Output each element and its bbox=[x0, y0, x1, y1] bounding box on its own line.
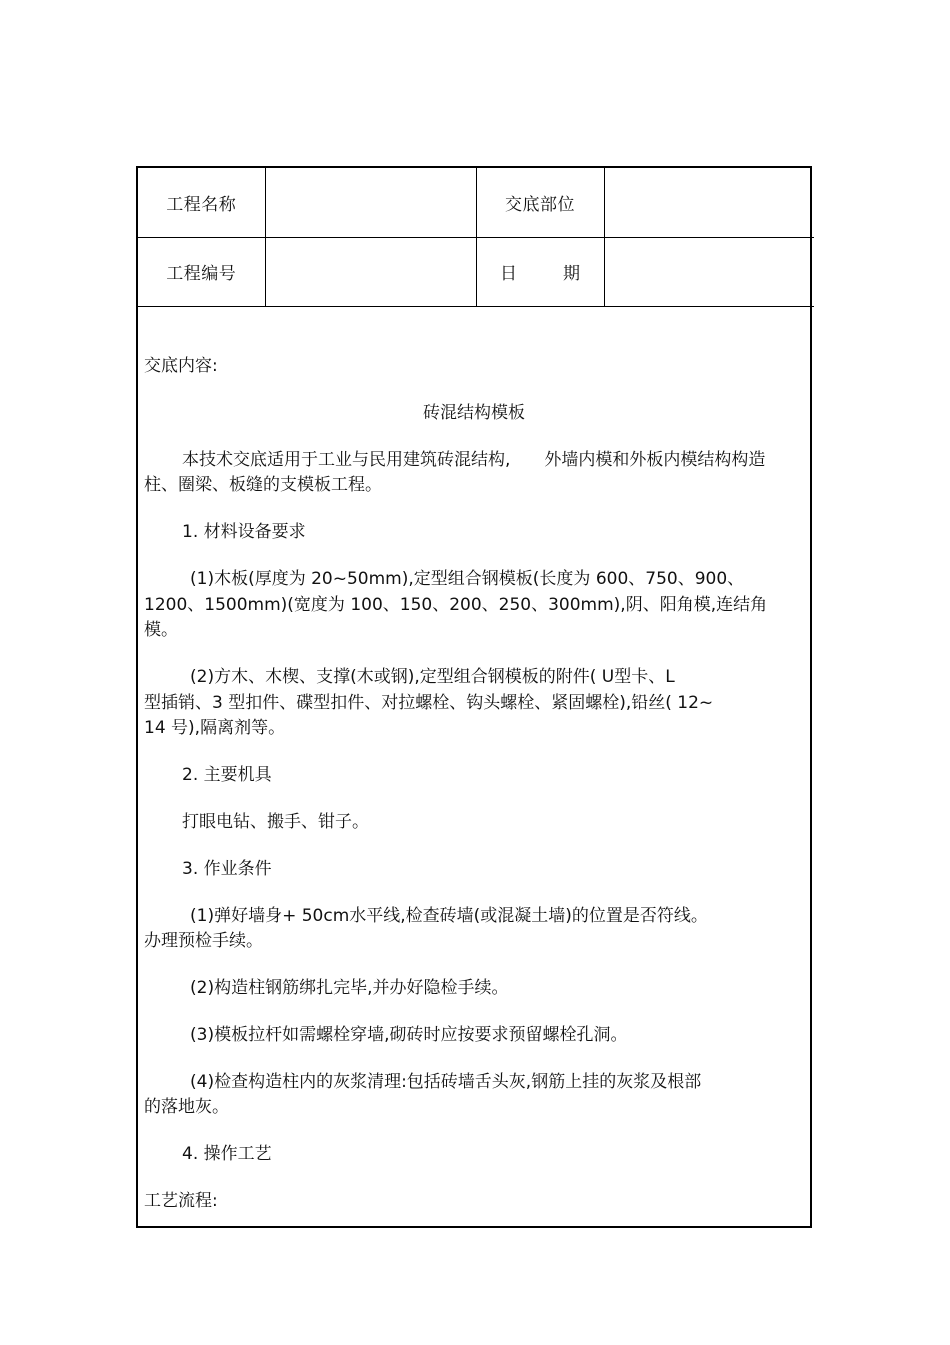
section-1-heading: 1. 材料设备要求 bbox=[182, 522, 306, 542]
date-label-part-1: 日 bbox=[500, 264, 517, 284]
section-1-item-2-line-2: 型插销、3 型扣件、碟型扣件、对拉螺栓、钩头螺栓、紧固螺栓),铅丝( 12~ bbox=[144, 693, 714, 713]
section-2-heading: 2. 主要机具 bbox=[182, 765, 272, 785]
content-title: 砖混结构模板 bbox=[423, 403, 525, 423]
paragraph-1-line-1-part-a: 本技术交底适用于工业与民用建筑砖混结构, bbox=[182, 450, 511, 470]
section-1-item-2-line-1: (2)方木、木楔、支撑(木或钢),定型组合钢模板的附件( U型卡、L bbox=[190, 667, 675, 687]
process-flow-label: 工艺流程: bbox=[144, 1191, 218, 1211]
header-table bbox=[138, 168, 814, 307]
paragraph-1-line-1 bbox=[182, 448, 806, 473]
header-row-2 bbox=[138, 237, 814, 306]
header-row-1 bbox=[138, 168, 814, 237]
location-label: 交底部位 bbox=[476, 168, 604, 237]
project-no-field[interactable] bbox=[265, 237, 476, 306]
section-1-item-1-line-1: (1)木板(厚度为 20~50mm),定型组合钢模板(长度为 600、750、900、 bbox=[190, 569, 745, 589]
section-2-text: 打眼电钻、搬手、钳子。 bbox=[182, 812, 369, 832]
date-label-part-2: 期 bbox=[563, 264, 580, 284]
project-name-label: 工程名称 bbox=[138, 168, 265, 237]
paragraph-1-line-1-part-b: 外墙内模和外板内模结构构造 bbox=[544, 450, 766, 470]
section-1-item-1-line-2: 1200、1500mm)(宽度为 100、150、200、250、300mm),阴、阳角模,连结角 bbox=[144, 595, 768, 615]
date-label bbox=[476, 237, 604, 306]
section-1-item-2-line-3: 14 号),隔离剂等。 bbox=[144, 718, 286, 738]
disclosure-form bbox=[136, 166, 812, 1228]
section-4-heading: 4. 操作工艺 bbox=[182, 1144, 272, 1164]
section-3-item-1-line-2: 办理预检手续。 bbox=[144, 931, 263, 951]
intro-label: 交底内容: bbox=[144, 356, 218, 376]
project-name-field[interactable] bbox=[265, 168, 476, 237]
section-3-item-3: (3)模板拉杆如需螺栓穿墙,砌砖时应按要求预留螺栓孔洞。 bbox=[190, 1025, 628, 1045]
date-field[interactable] bbox=[604, 237, 814, 306]
section-3-heading: 3. 作业条件 bbox=[182, 859, 272, 879]
section-3-item-4-line-1: (4)检查构造柱内的灰浆清理:包括砖墙舌头灰,钢筋上挂的灰浆及根部 bbox=[190, 1072, 702, 1092]
section-3-item-4-line-2: 的落地灰。 bbox=[144, 1097, 229, 1117]
project-no-label: 工程编号 bbox=[138, 237, 265, 306]
paragraph-1-line-2: 柱、圈梁、板缝的支模板工程。 bbox=[144, 475, 382, 495]
location-field[interactable] bbox=[604, 168, 814, 237]
section-3-item-2: (2)构造柱钢筋绑扎完毕,并办好隐检手续。 bbox=[190, 978, 509, 998]
section-1-item-1-line-3: 模。 bbox=[144, 620, 178, 640]
section-3-item-1-line-1: (1)弹好墙身+ 50cm水平线,检查砖墙(或混凝土墙)的位置是否符线。 bbox=[190, 906, 708, 926]
